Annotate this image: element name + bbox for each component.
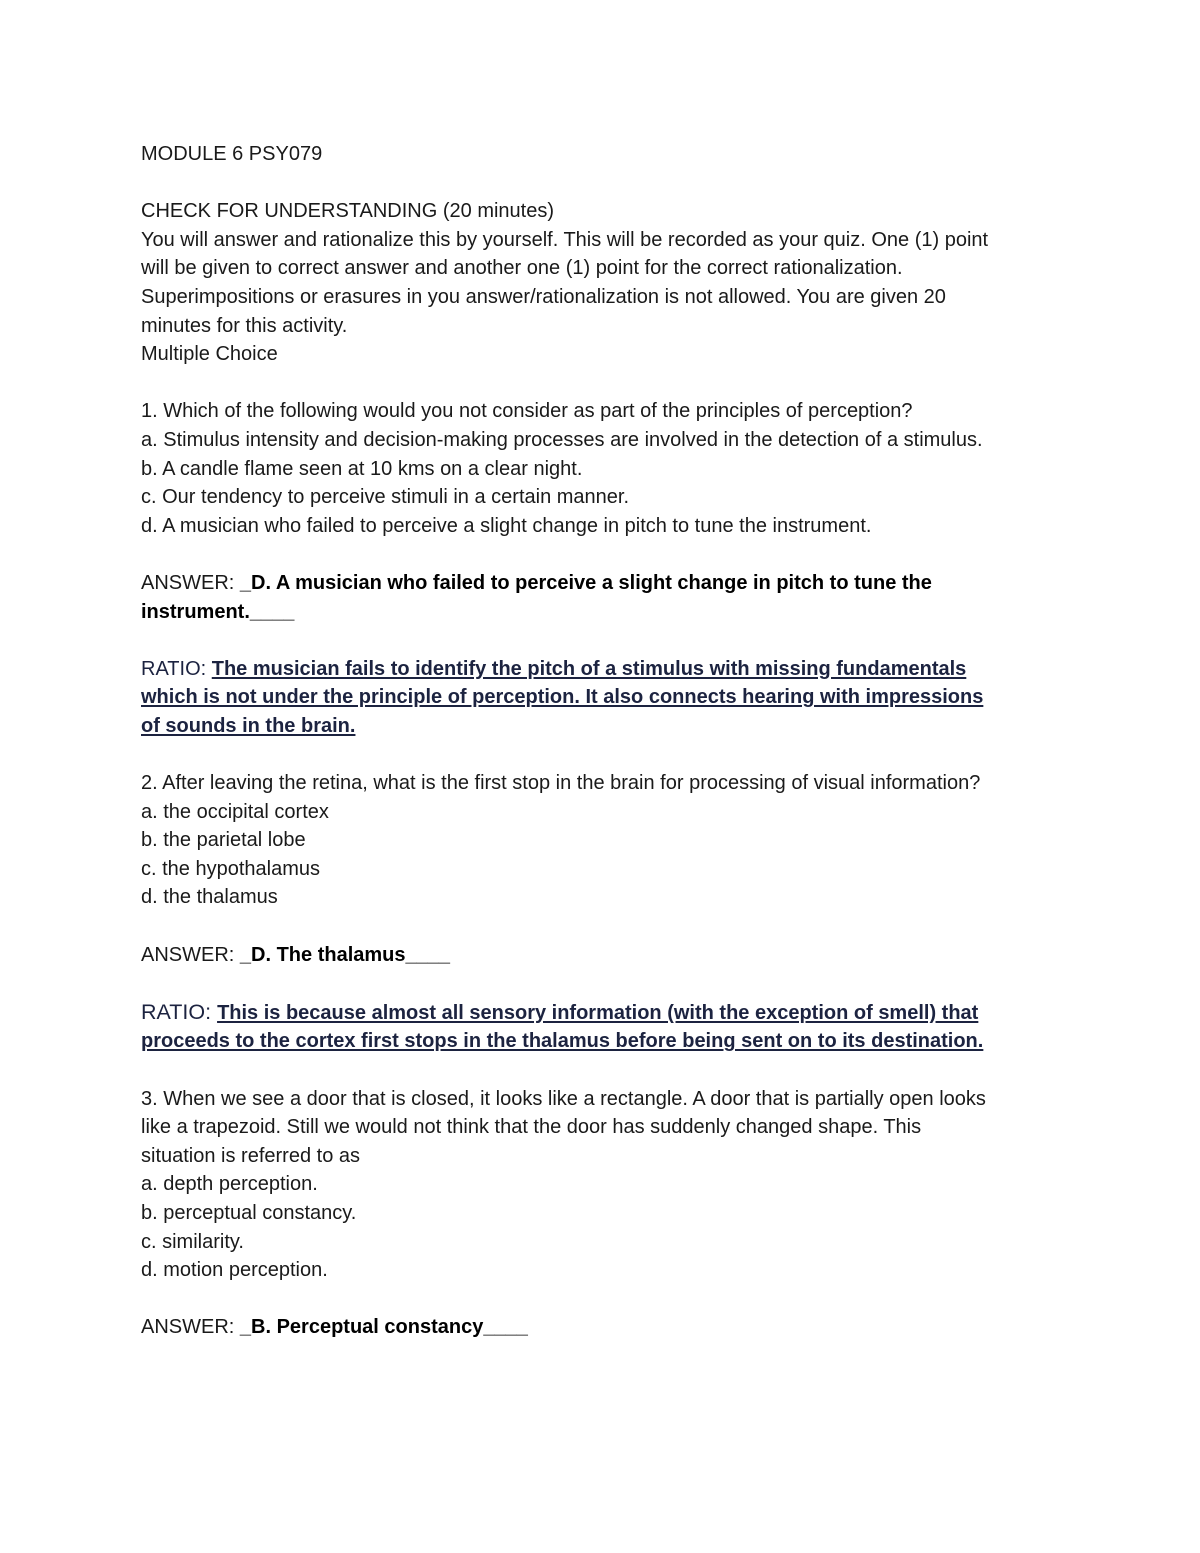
section-label: Multiple Choice: [141, 343, 278, 366]
q2-answer-value: _D. The thalamus____: [239, 943, 450, 966]
document-page: [141, 140, 1071, 1342]
q2-option-c: c. the hypothalamus: [141, 857, 320, 880]
q1-ratio-line-3-row: [141, 712, 1071, 741]
q2-option-d: d. the thalamus: [141, 886, 278, 909]
module-title: MODULE 6 PSY079: [141, 143, 323, 165]
q3-answer-label: ANSWER:: [141, 1316, 240, 1339]
q2-answer-label: ANSWER:: [141, 943, 240, 966]
instructions-line-2: will be given to correct answer and another one (1) point for the correct rationalization.: [141, 257, 903, 280]
q3-option-d: d. motion perception.: [141, 1259, 328, 1282]
q2-option-b: b. the parietal lobe: [141, 829, 306, 852]
q2-ratio: [141, 998, 1071, 1028]
q1-ratio-line-3: of sounds in the brain.: [141, 714, 356, 737]
instructions-line-1: You will answer and rationalize this by yourself. This will be recorded as your quiz. One (1) point: [141, 228, 989, 251]
question-2: 2. After leaving the retina, what is the first stop in the brain for processing of visual information?: [141, 772, 981, 795]
q3-option-c: c. similarity.: [141, 1230, 244, 1253]
q1-answer-label: ANSWER:: [141, 571, 240, 594]
q1-ratio: [141, 655, 1071, 684]
question-3-line-3: situation is referred to as: [141, 1144, 360, 1167]
q1-option-a: a. Stimulus intensity and decision-making processes are involved in the detection of a stimulus.: [141, 428, 983, 451]
q3-option-a: a. depth perception.: [141, 1173, 318, 1196]
instructions-line-4: minutes for this activity.: [141, 314, 348, 337]
q3-option-b: b. perceptual constancy.: [141, 1201, 357, 1224]
q1-option-d: d. A musician who failed to perceive a slight change in pitch to tune the instrument.: [141, 514, 872, 537]
question-3-line-1: 3. When we see a door that is closed, it looks like a rectangle. A door that is partially open looks: [141, 1087, 986, 1110]
question-1: 1. Which of the following would you not consider as part of the principles of perception?: [141, 400, 913, 423]
q1-answer: [141, 569, 1071, 598]
section-heading: CHECK FOR UNDERSTANDING (20 minutes): [141, 200, 555, 223]
q2-ratio-line-2-row: [141, 1027, 1071, 1056]
q2-option-a: a. the occipital cortex: [141, 800, 329, 823]
q1-ratio-line-2-row: [141, 683, 1071, 712]
q1-ratio-line-2: which is not under the principle of perception. It also connects hearing with impressions: [141, 686, 984, 709]
question-3-line-2: like a trapezoid. Still we would not think that the door has suddenly changed shape. This: [141, 1116, 922, 1139]
instructions-line-3: Superimpositions or erasures in you answer/rationalization is not allowed. You are given 20: [141, 285, 946, 308]
q2-ratio-line-2: proceeds to the cortex first stops in the thalamus before being sent on to its destination.: [141, 1030, 984, 1053]
q3-answer-value: _B. Perceptual constancy____: [239, 1316, 528, 1339]
q1-option-c: c. Our tendency to perceive stimuli in a certain manner.: [141, 486, 630, 509]
q3-answer: [141, 1313, 1071, 1342]
q1-option-b: b. A candle flame seen at 10 kms on a clear night.: [141, 457, 583, 480]
q1-ratio-text: The musician fails to identify the pitch of a stimulus with missing fundamentals: [211, 657, 967, 680]
q2-answer: [141, 941, 1071, 970]
q1-ratio-label: RATIO:: [141, 657, 212, 680]
q1-answer-value: _D. A musician who failed to perceive a slight change in pitch to tune the: [239, 571, 932, 594]
q2-ratio-label: RATIO:: [141, 999, 218, 1024]
q2-ratio-text: This is because almost all sensory information (with the exception of smell) that: [217, 1001, 979, 1024]
q1-answer-continued: instrument.____: [141, 600, 295, 623]
